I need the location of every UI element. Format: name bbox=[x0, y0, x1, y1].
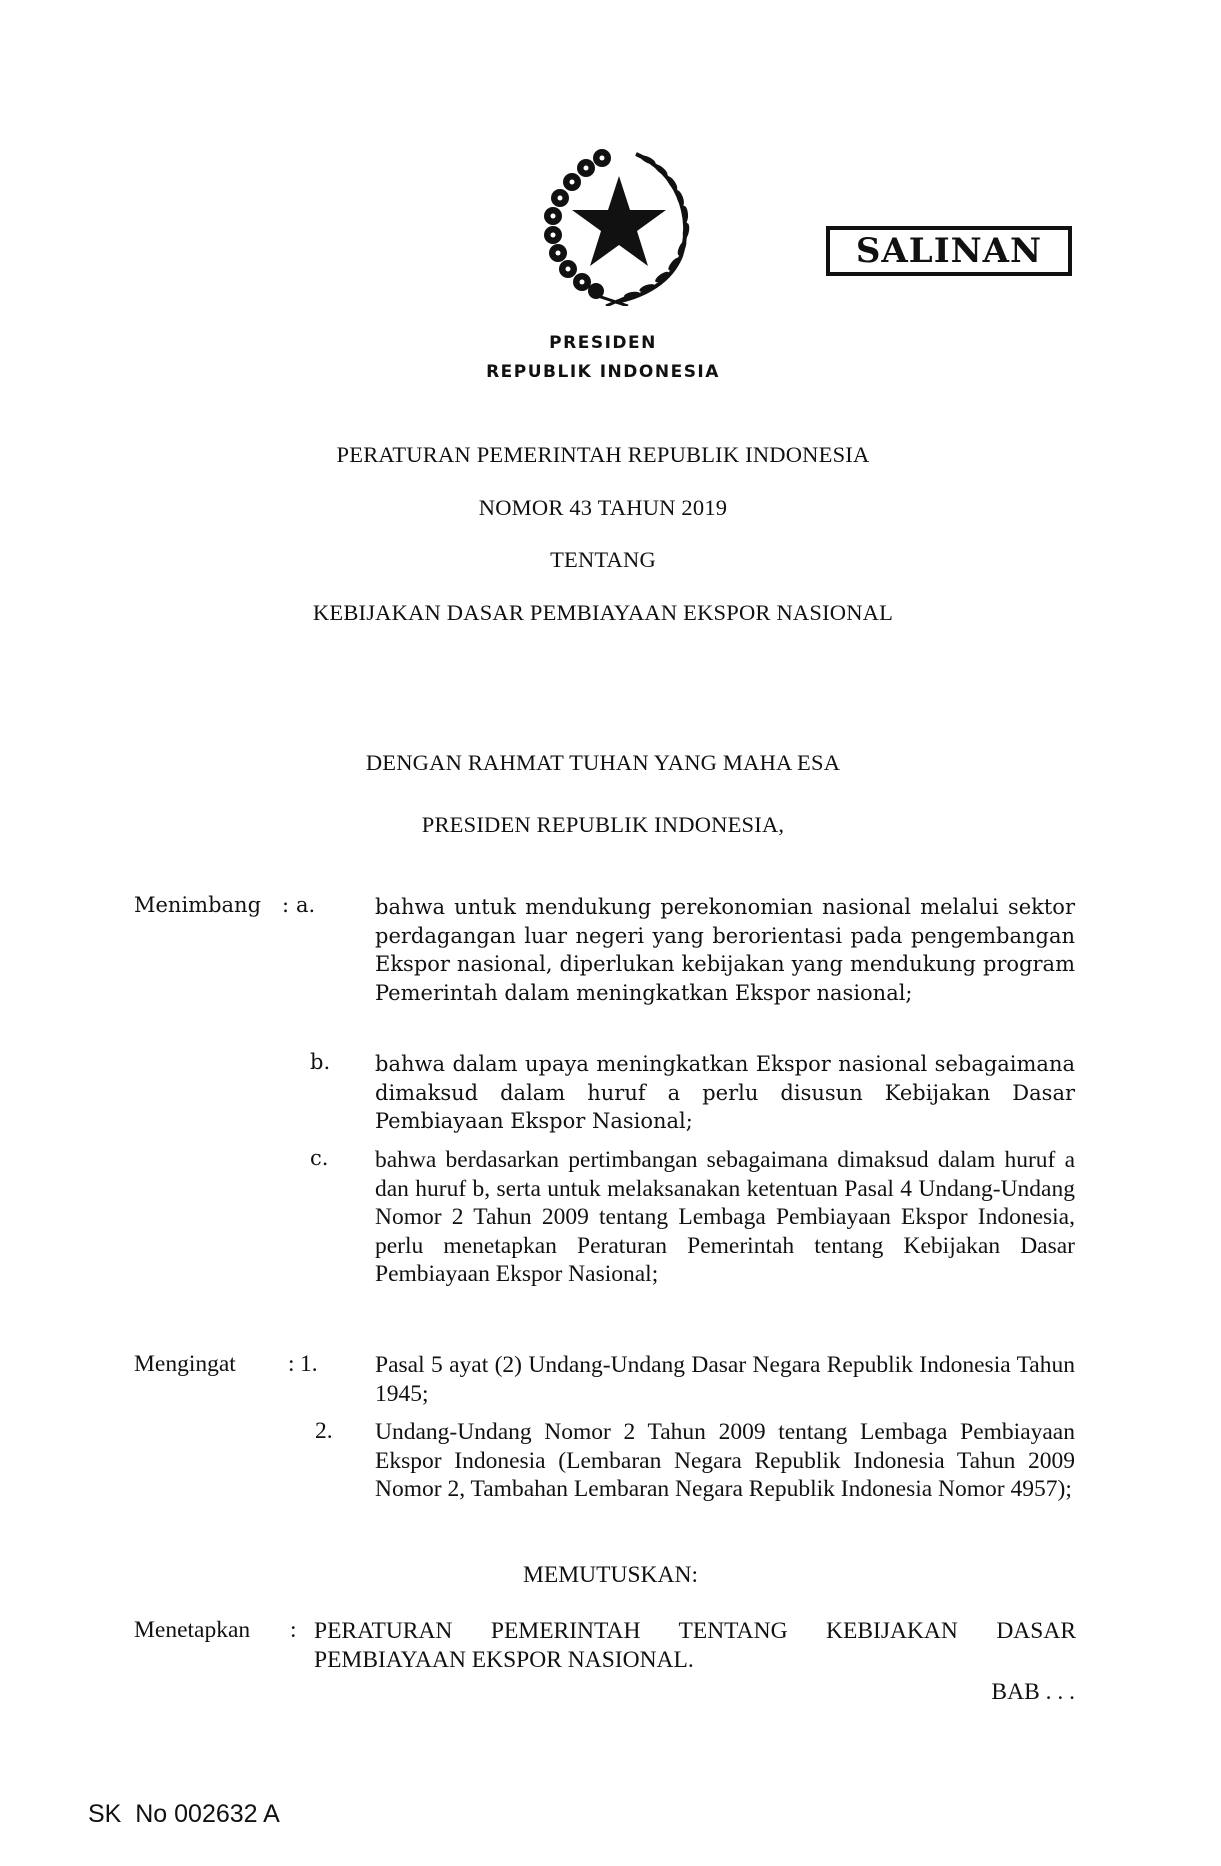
regulation-about-label: TENTANG bbox=[550, 547, 656, 572]
invocation: DENGAN RAHMAT TUHAN YANG MAHA ESA bbox=[365, 750, 841, 775]
mengingat-marker-2: 2. bbox=[315, 1418, 333, 1444]
continuation-marker: BAB . . . bbox=[991, 1679, 1075, 1705]
menimbang-marker-b: b. bbox=[310, 1050, 331, 1074]
garuda-star-emblem-icon bbox=[536, 146, 702, 306]
menimbang-marker-c: c. bbox=[310, 1146, 329, 1170]
serial-number: SK No 002632 A bbox=[88, 1800, 280, 1828]
menimbang-item-c: bahwa berdasarkan pertimbangan sebagaimana dimaksud dalam huruf a dan huruf b, serta untuk melaksanakan ketentuan Pasal 4 Undang-Undang Nomor 2 Tahun 2009 tentang Lembaga Pembiayaan Ekspor Indonesia, perlu menetapkan Peraturan Pemerintah tentang Kebijakan Dasar Pembiayaan Ekspor Nasional; bbox=[375, 1147, 1075, 1288]
salinan-label: SALINAN bbox=[855, 231, 1043, 271]
mengingat-item-1: Pasal 5 ayat (2) Undang-Undang Dasar Negara Republik Indonesia Tahun 1945; bbox=[375, 1352, 1075, 1407]
menimbang-item-b: bahwa dalam upaya meningkatkan Ekspor nasional sebagaimana dimaksud dalam huruf a perlu disusun Kebijakan Dasar Pembiayaan Ekspor Nasional; bbox=[375, 1052, 1075, 1134]
menimbang-item-a: bahwa untuk mendukung perekonomian nasional melalui sektor perdagangan luar negeri yang berorientasi pada pengembangan Ekspor nasional, diperlukan kebijakan yang mendukung program Pemerintah dalam meningkatkan Ekspor nasional; bbox=[375, 895, 1075, 1005]
menetapkan-label: Menetapkan bbox=[134, 1617, 251, 1643]
issuer-presiden: PRESIDEN bbox=[549, 333, 657, 353]
mengingat-label: Mengingat bbox=[134, 1351, 236, 1377]
mengingat-item-2: Undang-Undang Nomor 2 Tahun 2009 tentang Lembaga Pembiayaan Ekspor Indonesia (Lembaran Negara Republik Indonesia Tahun 2009 Nomor 2, Tambahan Lembaran Negara Republik Indonesia Nomor 4957); bbox=[375, 1419, 1075, 1503]
menimbang-label: Menimbang bbox=[134, 893, 262, 917]
menimbang-marker-a: a. bbox=[296, 893, 316, 917]
issuer-republik: REPUBLIK INDONESIA bbox=[486, 362, 720, 382]
authority: PRESIDEN REPUBLIK INDONESIA, bbox=[421, 812, 785, 837]
regulation-number: NOMOR 43 TAHUN 2019 bbox=[478, 495, 728, 520]
regulation-type: PERATURAN PEMERINTAH REPUBLIK INDONESIA bbox=[336, 442, 870, 467]
memutuskan-heading: MEMUTUSKAN: bbox=[523, 1562, 698, 1588]
mengingat-colon: : bbox=[288, 1351, 295, 1377]
menetapkan-text: PERATURAN PEMERINTAH TENTANG KEBIJAKAN DASAR PEMBIAYAAN EKSPOR NASIONAL. bbox=[314, 1618, 1076, 1673]
salinan-stamp bbox=[826, 226, 1072, 276]
menimbang-colon: : bbox=[282, 893, 290, 917]
menetapkan-colon: : bbox=[290, 1617, 297, 1643]
mengingat-marker-1: 1. bbox=[300, 1351, 318, 1377]
regulation-subject: KEBIJAKAN DASAR PEMBIAYAAN EKSPOR NASIONAL bbox=[312, 600, 894, 625]
